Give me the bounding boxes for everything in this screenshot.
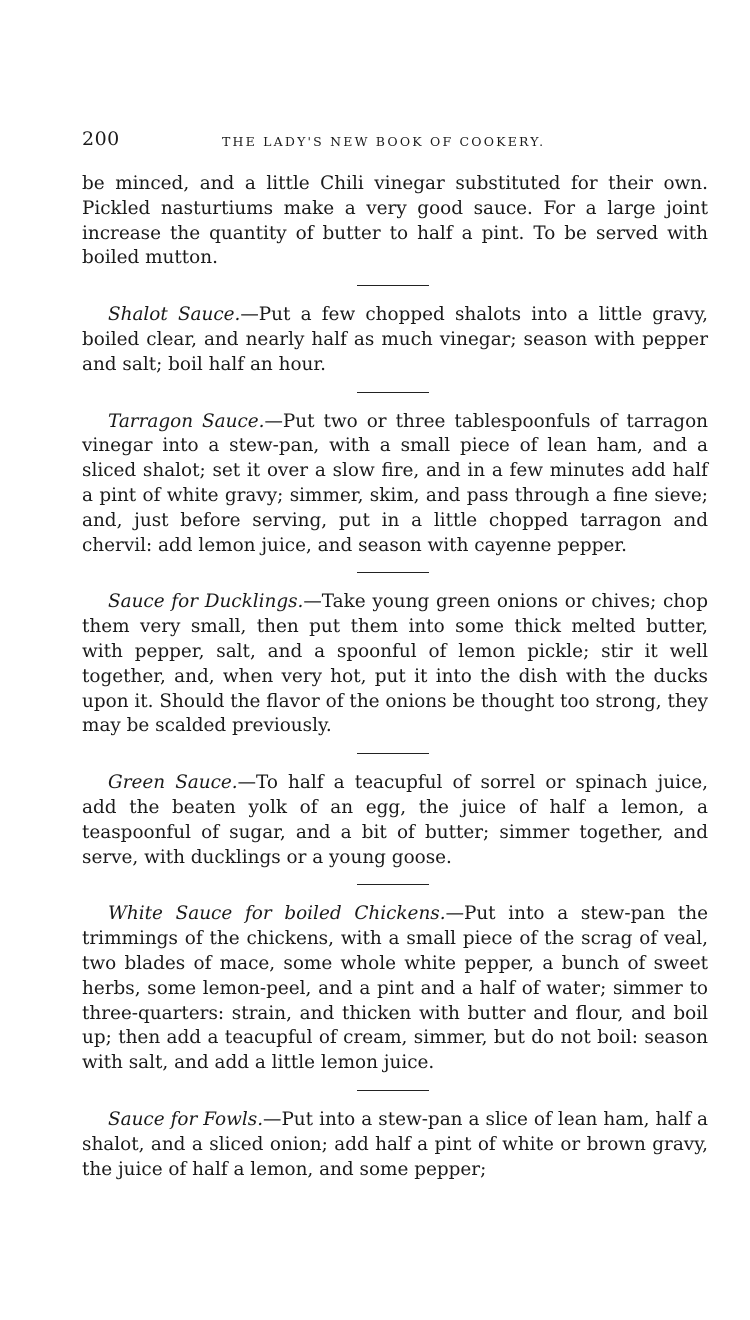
recipe-body: —Put into a stew-pan a slice of lean ham, half a shalot, and a sliced onion; add half a pint of white or brown gravy, the juice of half a lemon, and some pepper; <box>82 1108 709 1180</box>
recipe-tarragon-sauce <box>82 410 708 559</box>
recipe-body: —Take young green onions or chives; chop them very small, then put them into some thick melted butter, with pepper, salt, and a spoonful of lemon pickle; stir it well together, and, when very hot, put it into the dish with the ducks upon it. Should the flavor of the onions be thought too strong, they may be scalded previously. <box>82 591 708 737</box>
recipe-title: White Sauce for boiled Chickens. <box>108 903 446 925</box>
book-page <box>82 128 708 1182</box>
recipe-title: Sauce for Ducklings. <box>108 591 304 613</box>
section-divider <box>357 753 429 754</box>
recipe-title: Shalot Sauce. <box>108 304 241 326</box>
recipe-title: Tarragon Sauce. <box>108 410 265 432</box>
recipe-title: Sauce for Fowls. <box>108 1108 264 1130</box>
section-divider <box>357 1090 429 1091</box>
recipe-green-sauce <box>82 771 708 870</box>
recipe-title: Green Sauce. <box>108 772 238 794</box>
section-divider <box>357 285 429 286</box>
continuation-paragraph: be minced, and a little Chili vinegar substituted for their own. Pickled nasturtiums make a very good sauce. For a large joint increase the quantity of butter to half a pint. To be served with boiled mutton. <box>82 173 708 269</box>
section-divider <box>357 572 429 573</box>
section-divider <box>357 884 429 885</box>
section-divider <box>357 392 429 393</box>
recipe-white-sauce-chickens <box>82 902 708 1076</box>
recipe-sauce-for-fowls <box>82 1108 708 1182</box>
running-title: THE LADY'S NEW BOOK OF COOKERY. <box>222 134 546 149</box>
recipe-body: —Put a few chopped shalots into a little gravy, boiled clear, and nearly half as much vinegar; season with pepper and salt; boil half an hour. <box>82 304 708 375</box>
recipe-sauce-for-ducklings <box>82 590 708 739</box>
page-number: 200 <box>82 128 120 150</box>
running-head <box>82 128 708 154</box>
recipe-body: —Put two or three tablespoonfuls of tarragon vinegar into a stew-pan, with a small piece of lean ham, and a sliced shalot; set it over a slow fire, and in a few minutes add half a pint of white gravy; simmer, skim, and pass through a fine sieve; and, just before serving, put in a little chopped tarragon and chervil: add lemon juice, and season with cayenne pepper. <box>82 410 708 556</box>
recipe-body: —To half a teacupful of sorrel or spinach juice, add the beaten yolk of an egg, the juice of half a lemon, a teaspoonful of sugar, and a bit of butter; simmer together, and serve, with ducklings or a young goose. <box>82 772 708 868</box>
recipe-shalot-sauce <box>82 303 708 377</box>
recipe-body: —Put into a stew-pan the trimmings of the chickens, with a small piece of the scrag of veal, two blades of mace, some whole white pepper, a bunch of sweet herbs, some lemon-peel, and a pint and a half of water; simmer to three-quarters: strain, and thicken with butter and flour, and boil up; then add a teacupful of cream, simmer, but do not boil: season with salt, and add a little lemon juice. <box>82 903 708 1074</box>
